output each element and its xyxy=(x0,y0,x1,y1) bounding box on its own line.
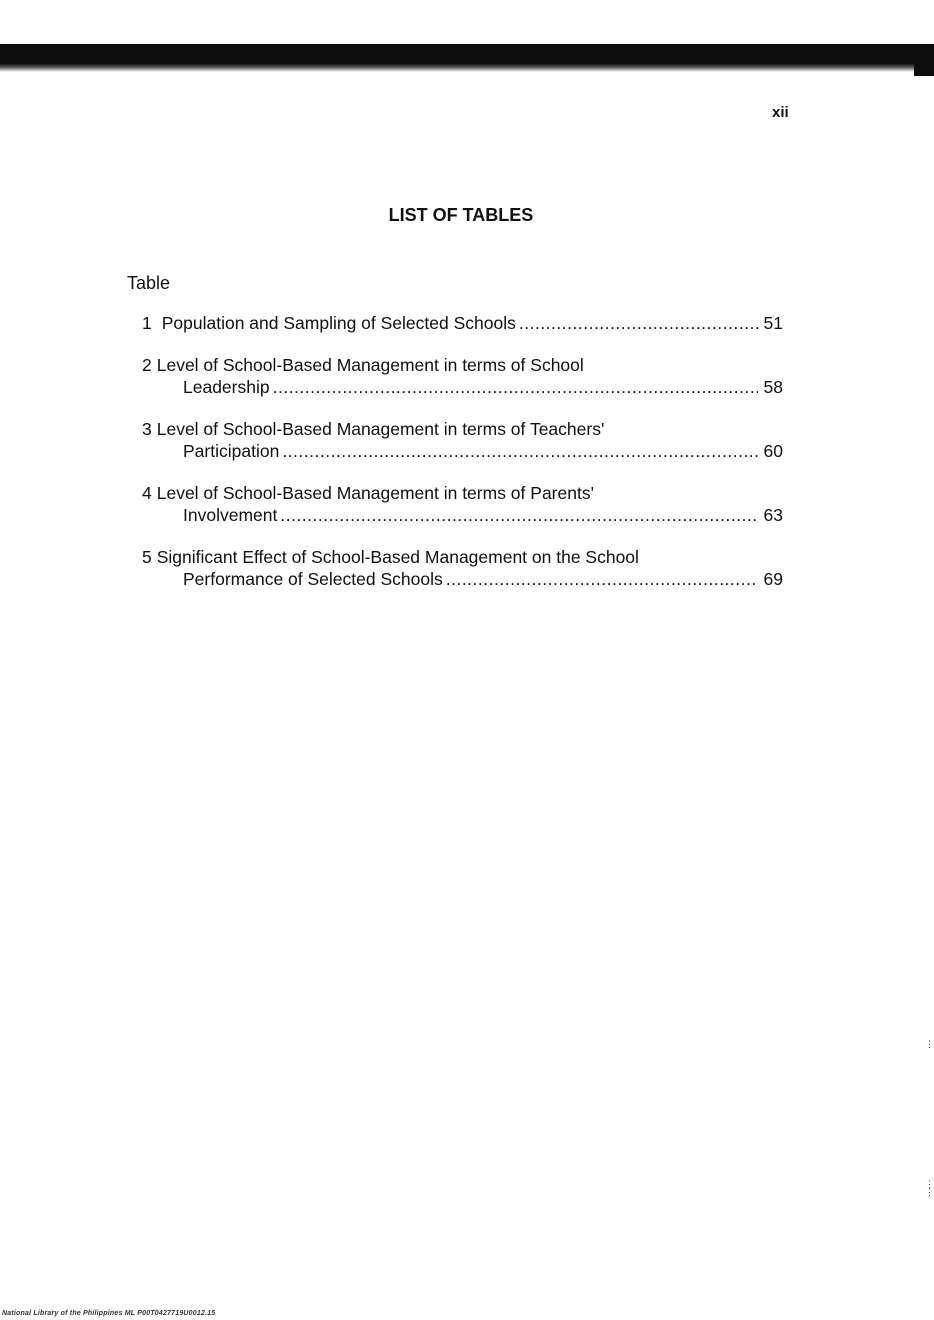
toc-entry-2 xyxy=(142,354,783,398)
table-caption-continued: Involvement xyxy=(183,505,278,525)
page-reference: 63 xyxy=(763,505,783,525)
page-number: xii xyxy=(772,104,789,121)
toc-entry-line xyxy=(142,546,783,568)
scan-edge-shadow xyxy=(0,64,915,72)
table-number: 5 xyxy=(142,547,152,567)
table-caption-continued: Performance of Selected Schools xyxy=(183,569,443,589)
scan-margin-mark: ⋮ xyxy=(925,1039,934,1049)
dot-leader xyxy=(282,440,758,462)
table-caption: Significant Effect of School-Based Management on the School xyxy=(156,547,639,567)
table-caption-continued: Participation xyxy=(183,441,280,461)
toc-entry-line xyxy=(142,354,783,376)
table-caption: Level of School-Based Management in terms of School xyxy=(156,355,584,375)
table-caption: Level of School-Based Management in terms of Teachers' xyxy=(156,419,605,439)
toc-entry-1 xyxy=(142,312,783,334)
toc-entry-continuation xyxy=(142,504,783,526)
toc-entry-continuation xyxy=(142,376,783,398)
dot-leader xyxy=(273,376,758,398)
page-reference: 60 xyxy=(763,441,783,461)
toc-entry-continuation xyxy=(142,440,783,462)
table-caption: Level of School-Based Management in terms of Parents' xyxy=(156,483,594,503)
scan-corner-artifact xyxy=(914,44,934,76)
toc-entry-5 xyxy=(142,546,783,590)
dot-leader xyxy=(446,568,758,590)
page-reference: 58 xyxy=(763,377,783,397)
dot-leader xyxy=(280,504,758,526)
page-title: LIST OF TABLES xyxy=(388,205,534,225)
page-reference: 69 xyxy=(763,569,783,589)
table-number: 2 xyxy=(142,355,152,375)
table-column-header: Table xyxy=(127,273,171,293)
table-caption: Population and Sampling of Selected Schools xyxy=(161,313,516,333)
toc-entry-line xyxy=(142,418,783,440)
toc-entry-line xyxy=(142,482,783,504)
library-stamp: National Library of the Philippines ML P00T0427719U0012.15 xyxy=(2,1310,216,1317)
list-of-tables xyxy=(142,312,783,610)
dot-leader xyxy=(519,312,758,334)
page-reference: 51 xyxy=(763,313,783,333)
table-number: 1 xyxy=(142,313,152,333)
table-number: 4 xyxy=(142,483,152,503)
toc-entry-4 xyxy=(142,482,783,526)
toc-entry-line xyxy=(142,312,783,334)
table-number: 3 xyxy=(142,419,152,439)
table-caption-continued: Leadership xyxy=(183,377,270,397)
toc-entry-continuation xyxy=(142,568,783,590)
scan-margin-mark: ⋮ ⋮ xyxy=(925,1179,934,1197)
toc-entry-3 xyxy=(142,418,783,462)
